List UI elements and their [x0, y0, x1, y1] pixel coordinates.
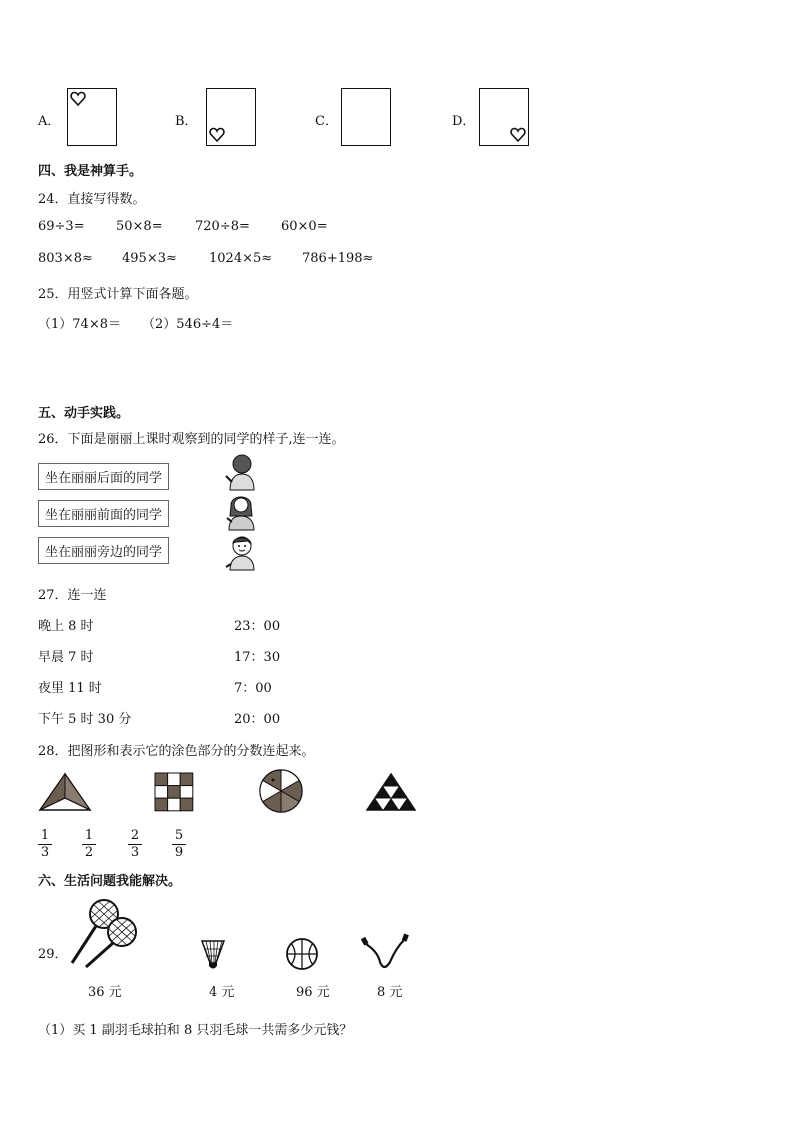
heart-icon: [209, 127, 225, 143]
q25-item-2: （2）546÷4＝: [142, 317, 234, 332]
calc-item: 720÷8=: [195, 219, 250, 234]
fraction-numerator: 2: [128, 828, 142, 845]
fraction-denominator: 3: [40, 845, 50, 860]
grid-ninths-shape[interactable]: [154, 772, 194, 812]
time-right-item[interactable]: 23：00: [234, 619, 281, 634]
jump-rope-icon: [360, 932, 412, 972]
option-a-label: A．: [38, 114, 61, 129]
fraction-denominator: 2: [84, 845, 94, 860]
heart-icon: [70, 91, 86, 107]
time-right-item[interactable]: 20：00: [234, 712, 281, 727]
q25-item-1: （1）74×8＝: [38, 317, 121, 332]
price-shuttlecock: 4 元: [209, 985, 235, 1000]
fraction-one-half[interactable]: [82, 828, 96, 861]
price-basketball: 96 元: [296, 985, 330, 1000]
q29-question-1: （1）买 1 副羽毛球拍和 8 只羽毛球一共需多少元钱？: [38, 1023, 353, 1038]
calc-item: 1024×5≈: [209, 251, 273, 266]
label-box-behind[interactable]: 坐在丽丽后面的同学: [38, 463, 169, 490]
section5-title: 五、动手实践。: [38, 406, 130, 421]
price-jump-rope: 8 元: [377, 985, 403, 1000]
label-box-front[interactable]: 坐在丽丽前面的同学: [38, 500, 169, 527]
fraction-two-thirds[interactable]: [128, 828, 142, 861]
label-box-side[interactable]: 坐在丽丽旁边的同学: [38, 537, 169, 564]
fraction-denominator: 9: [174, 845, 184, 860]
heart-icon: [510, 127, 526, 143]
q29-number: 29．: [38, 947, 68, 962]
time-left-item[interactable]: 下午 5 时 30 分: [38, 712, 132, 727]
option-a-box: [67, 88, 117, 146]
calc-item: 60×0=: [281, 219, 328, 234]
option-d-label: D．: [452, 114, 476, 129]
fraction-one-third[interactable]: [38, 828, 52, 861]
option-b-label: B．: [175, 114, 198, 129]
student-side-view-icon[interactable]: [224, 534, 258, 572]
time-right-item[interactable]: 17：30: [234, 650, 281, 665]
student-front-view-icon[interactable]: [224, 490, 258, 532]
student-back-view-icon[interactable]: [224, 452, 258, 492]
option-b-box: [206, 88, 256, 146]
section6-title: 六、生活问题我能解决。: [38, 874, 182, 889]
q28-title: 28．把图形和表示它的涂色部分的分数连起来。: [38, 744, 315, 759]
option-c-label: C．: [315, 114, 338, 129]
fraction-numerator: 5: [172, 828, 186, 845]
triangle-ninths-shape[interactable]: [366, 772, 416, 812]
fraction-numerator: 1: [38, 828, 52, 845]
fraction-five-ninths[interactable]: [172, 828, 186, 861]
calc-item: 50×8=: [116, 219, 163, 234]
circle-sixths-shape[interactable]: [258, 768, 304, 814]
option-d-box: [479, 88, 529, 146]
q26-title: 26．下面是丽丽上课时观察到的同学的样子,连一连。: [38, 432, 345, 447]
calc-item: 786+198≈: [302, 251, 374, 266]
fraction-denominator: 3: [130, 845, 140, 860]
price-racket: 36 元: [88, 985, 122, 1000]
q25-title: 25．用竖式计算下面各题。: [38, 287, 198, 302]
basketball-icon: [285, 937, 319, 971]
badminton-racket-icon: [68, 897, 142, 969]
section4-title: 四、我是神算手。: [38, 164, 143, 179]
time-left-item[interactable]: 晚上 8 时: [38, 619, 94, 634]
triangle-thirds-shape[interactable]: [38, 772, 92, 812]
calc-item: 69÷3=: [38, 219, 85, 234]
q24-title: 24．直接写得数。: [38, 192, 146, 207]
time-left-item[interactable]: 早晨 7 时: [38, 650, 94, 665]
fraction-numerator: 1: [82, 828, 96, 845]
time-left-item[interactable]: 夜里 11 时: [38, 681, 102, 696]
calc-item: 803×8≈: [38, 251, 93, 266]
option-c-box: [341, 88, 391, 146]
shuttlecock-icon: [198, 937, 228, 971]
q27-title: 27．连一连: [38, 588, 107, 603]
calc-item: 495×3≈: [122, 251, 177, 266]
time-right-item[interactable]: 7：00: [234, 681, 272, 696]
